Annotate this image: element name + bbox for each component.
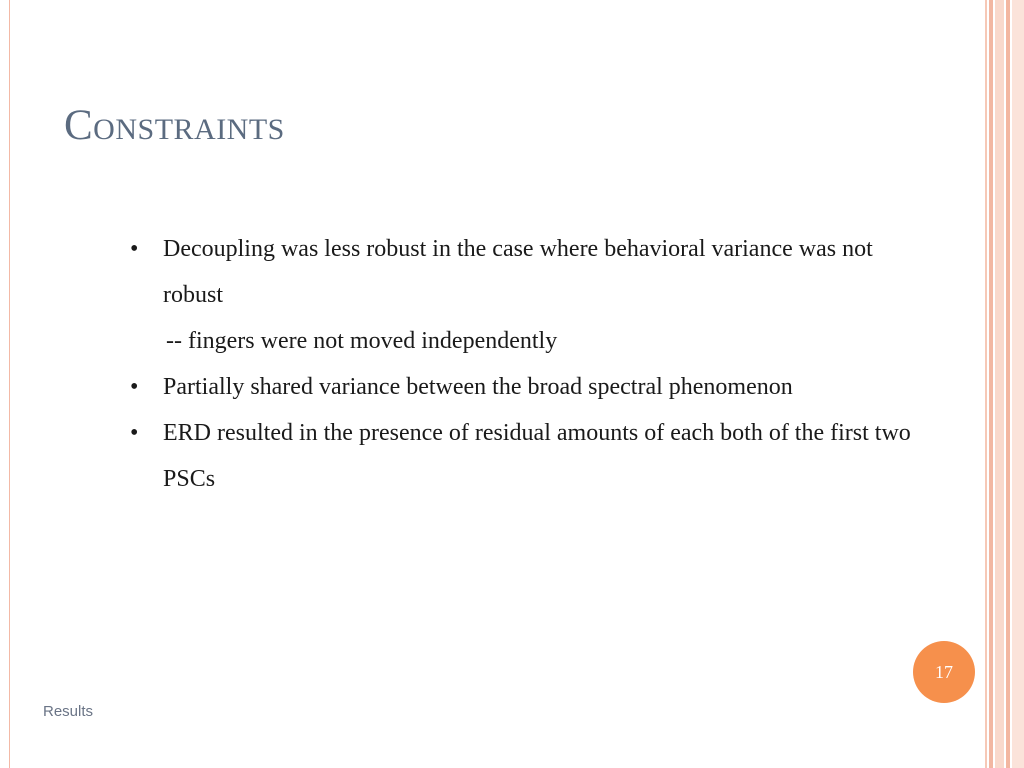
stripe: [995, 0, 1004, 768]
stripe: [1012, 0, 1024, 768]
left-border-line: [9, 0, 10, 768]
bullet-text: Decoupling was less robust in the case where behavioral variance was not robust: [163, 236, 873, 308]
bullet-list: [130, 226, 920, 502]
bullet-item: [130, 226, 920, 318]
bullet-symbol: •: [130, 420, 139, 446]
right-decorative-stripes: [978, 0, 1024, 768]
bullet-text: Partially shared variance between the broad spectral phenomenon: [163, 374, 793, 400]
stripe: [985, 0, 987, 768]
bullet-item: [130, 410, 920, 502]
footer-section-label: Results: [43, 703, 94, 720]
stripe: [989, 0, 993, 768]
bullet-symbol: •: [130, 236, 139, 262]
slide-title: Constraints: [64, 102, 285, 149]
bullet-symbol: •: [130, 374, 139, 400]
page-number-badge: 17: [913, 641, 975, 703]
bullet-text: ERD resulted in the presence of residual amounts of each both of the first two PSCs: [163, 420, 911, 492]
bullet-item: [130, 364, 920, 410]
stripe: [1006, 0, 1010, 768]
sub-bullet-item: -- fingers were not moved independently: [166, 328, 558, 354]
